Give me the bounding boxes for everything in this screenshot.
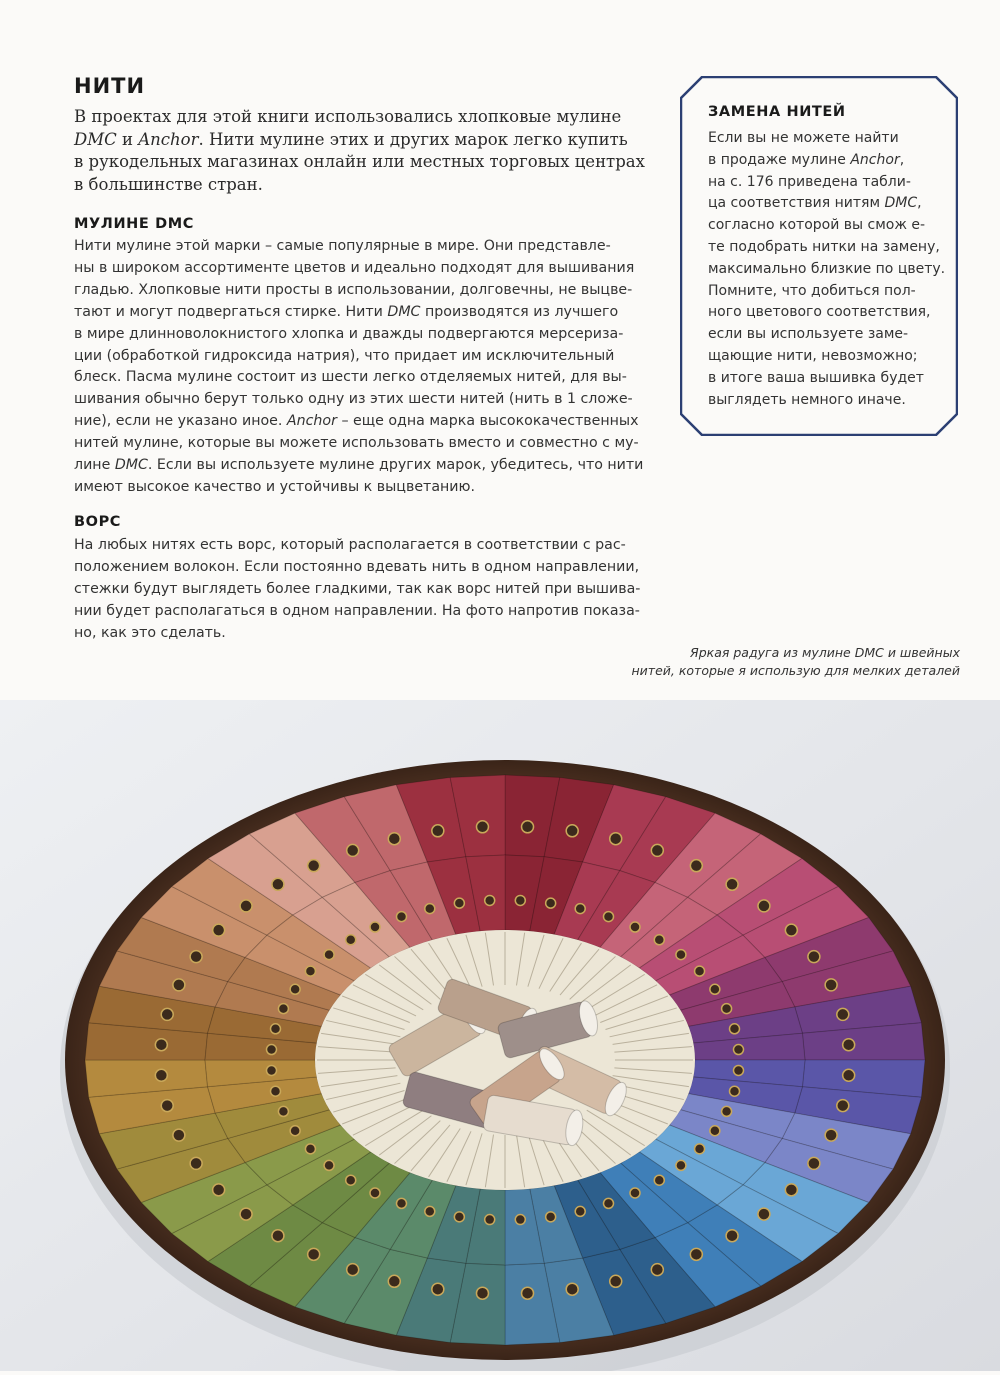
- skein-label-band: [346, 935, 356, 945]
- skein-label-band: [808, 1157, 820, 1169]
- skein-label-band: [546, 898, 556, 908]
- text-line: щающие нити, невозможно;: [708, 347, 918, 364]
- skein-label-band: [515, 895, 525, 905]
- skein-label-band: [758, 1208, 770, 1220]
- caption-line: Яркая радуга из мулине DMC и швейных: [690, 645, 960, 660]
- skein-label-band: [676, 950, 686, 960]
- skein-label-band: [425, 904, 435, 914]
- text-line: согласно которой вы смож е-: [708, 217, 926, 234]
- text-line: нии будет располагаться в одном направлении. На фото напротив показа-: [74, 602, 640, 619]
- skein-label-band: [308, 860, 320, 872]
- text-line: Если вы не можете найти: [708, 130, 899, 146]
- text-line: ны в широком ассортименте цветов и идеально подходят для вышивания: [74, 259, 635, 276]
- skein-label-band: [305, 966, 315, 976]
- skein-label-band: [733, 1065, 743, 1075]
- text-line: ции (обработкой гидроксида натрия), что придает им исключительный: [74, 347, 615, 364]
- skein-label-band: [173, 979, 185, 991]
- text-line: выглядеть немного иначе.: [708, 391, 906, 408]
- skein-label-band: [272, 878, 284, 890]
- skein-label-band: [690, 860, 702, 872]
- photo-caption: [632, 644, 961, 680]
- skein-label-band: [843, 1039, 855, 1051]
- skein-label-band: [155, 1039, 167, 1051]
- text-line: нитей мулине, которые вы можете использовать вместо и совместно с му-: [74, 435, 639, 452]
- skein-label-band: [837, 1008, 849, 1020]
- skein-label-band: [213, 1184, 225, 1196]
- text-line: максимально близкие по цвету.: [708, 260, 946, 277]
- skein-label-band: [603, 1198, 613, 1208]
- text-line: в продаже мулине Anchor,: [708, 151, 905, 168]
- text-line: ца соответствия нитям DMC,: [708, 195, 922, 212]
- skein-label-band: [825, 1129, 837, 1141]
- skein-label-band: [476, 821, 488, 833]
- text-line: в итоге ваша вышивка будет: [708, 369, 924, 386]
- sidebar-text: [708, 128, 948, 411]
- skein-label-band: [190, 951, 202, 963]
- skein-label-band: [305, 1144, 315, 1154]
- skein-label-band: [432, 825, 444, 837]
- skein-label-band: [388, 1275, 400, 1287]
- skein-label-band: [290, 1126, 300, 1136]
- skein-label-band: [710, 984, 720, 994]
- skein-label-band: [676, 1160, 686, 1170]
- skein-label-band: [837, 1100, 849, 1112]
- text-line: стежки будут выглядеть более гладкими, так как ворс нитей при вышива-: [74, 580, 641, 597]
- section-body-vors: [74, 535, 674, 645]
- text-line: в большинстве стран.: [74, 174, 263, 194]
- caption-line: нитей, которые я использую для мелких деталей: [631, 663, 960, 678]
- text-line: ние), если не указано иное. Anchor – еще одна марка высококачественных: [74, 413, 639, 430]
- skein-label-band: [710, 1126, 720, 1136]
- skein-label-band: [240, 1208, 252, 1220]
- skein-label-band: [272, 1230, 284, 1242]
- skein-label-band: [610, 833, 622, 845]
- skein-label-band: [173, 1129, 185, 1141]
- skein-label-band: [324, 950, 334, 960]
- skein-label-band: [485, 1215, 495, 1225]
- skein-label-band: [397, 912, 407, 922]
- text-line: гладью. Хлопковые нити просты в использовании, долговечны, не выцве-: [74, 281, 633, 298]
- skein-label-band: [290, 984, 300, 994]
- skein-label-band: [240, 900, 252, 912]
- skein-label-band: [278, 1004, 288, 1014]
- text-line: в мире длинноволокнистого хлопка и дважды подвергаются мерсериза-: [74, 325, 624, 342]
- skein-label-band: [575, 904, 585, 914]
- skein-label-band: [370, 1188, 380, 1198]
- skein-label-band: [726, 1230, 738, 1242]
- text-line: DMC и Anchor. Нити мулине этих и других марок легко купить: [74, 129, 628, 149]
- skein-label-band: [651, 844, 663, 856]
- section-title-dmc: МУЛИНЕ DMC: [74, 216, 194, 232]
- page-title: НИТИ: [74, 74, 146, 98]
- thread-tray-image: [0, 700, 1000, 1371]
- skein-label-band: [726, 878, 738, 890]
- skein-label-band: [161, 1008, 173, 1020]
- skein-label-band: [825, 979, 837, 991]
- skein-label-band: [785, 924, 797, 936]
- skein-label-band: [370, 922, 380, 932]
- text-line: На любых нитях есть ворс, который располагается в соответствии с рас-: [74, 537, 626, 553]
- text-line: в рукодельных магазинах онлайн или местных торговых центрах: [74, 152, 645, 171]
- skein-label-band: [566, 825, 578, 837]
- text-line: Нити мулине этой марки – самые популярные в мире. Они представле-: [74, 238, 611, 254]
- text-line: лине DMC. Если вы используете мулине других марок, убедитесь, что нити: [74, 457, 644, 474]
- skein-label-band: [161, 1100, 173, 1112]
- text-line: тают и могут подвергаться стирке. Нити DMC производятся из лучшего: [74, 303, 619, 320]
- skein-label-band: [425, 1206, 435, 1216]
- text-line: если вы используете заме-: [708, 326, 909, 343]
- skein-label-band: [213, 924, 225, 936]
- skein-label-band: [843, 1069, 855, 1081]
- text-line: на с. 176 приведена табли-: [708, 173, 911, 190]
- skein-label-band: [346, 1175, 356, 1185]
- skein-label-band: [733, 1045, 743, 1055]
- skein-label-band: [522, 821, 534, 833]
- skein-label-band: [575, 1206, 585, 1216]
- skein-label-band: [397, 1198, 407, 1208]
- text-line: блеск. Пасма мулине состоит из шести легко отделяемых нитей, для вы-: [74, 369, 627, 386]
- skein-label-band: [155, 1069, 167, 1081]
- skein-label-band: [270, 1086, 280, 1096]
- text-line: положением волокон. Если постоянно вдевать нить в одном направлении,: [74, 558, 640, 575]
- skein-label-band: [515, 1215, 525, 1225]
- text-line: имеют высокое качество и устойчивы к выцветанию.: [74, 478, 475, 495]
- skein-label-band: [722, 1004, 732, 1014]
- skein-label-band: [690, 1248, 702, 1260]
- text-line: В проектах для этой книги использовались хлопковые мулине: [74, 107, 622, 126]
- skein-label-band: [454, 1212, 464, 1222]
- skein-label-band: [785, 1184, 797, 1196]
- skein-label-band: [308, 1248, 320, 1260]
- skein-label-band: [695, 1144, 705, 1154]
- skein-label-band: [485, 895, 495, 905]
- intro-paragraph: [74, 106, 674, 196]
- skein-label-band: [603, 912, 613, 922]
- section-title-vors: ВОРС: [74, 514, 122, 530]
- section-body-dmc: [74, 236, 674, 499]
- text-line: ного цветового соответствия,: [708, 304, 931, 321]
- skein-label-band: [730, 1024, 740, 1034]
- skein-label-band: [388, 833, 400, 845]
- skein-label-band: [476, 1287, 488, 1299]
- sidebar-box: [680, 76, 958, 436]
- text-line: шивания обычно берут только одну из этих шести нитей (нить в 1 сложе-: [74, 391, 633, 408]
- skein-label-band: [522, 1287, 534, 1299]
- skein-label-band: [630, 1188, 640, 1198]
- skein-label-band: [270, 1024, 280, 1034]
- sidebar-title: ЗАМЕНА НИТЕЙ: [708, 104, 846, 120]
- skein-label-band: [267, 1045, 277, 1055]
- skein-label-band: [347, 844, 359, 856]
- skein-label-band: [267, 1065, 277, 1075]
- thread-tray-photo: [0, 700, 1000, 1371]
- skein-label-band: [324, 1160, 334, 1170]
- text-line: Помните, что добиться пол-: [708, 282, 916, 299]
- skein-label-band: [730, 1086, 740, 1096]
- skein-label-band: [454, 898, 464, 908]
- skein-label-band: [651, 1264, 663, 1276]
- skein-label-band: [722, 1106, 732, 1116]
- skein-label-band: [278, 1106, 288, 1116]
- skein-label-band: [432, 1283, 444, 1295]
- skein-label-band: [695, 966, 705, 976]
- text-line: но, как это сделать.: [74, 624, 226, 641]
- skein-label-band: [347, 1264, 359, 1276]
- skein-label-band: [654, 935, 664, 945]
- skein-label-band: [190, 1157, 202, 1169]
- skein-label-band: [566, 1283, 578, 1295]
- skein-label-band: [610, 1275, 622, 1287]
- skein-label-band: [758, 900, 770, 912]
- skein-label-band: [808, 951, 820, 963]
- skein-label-band: [546, 1212, 556, 1222]
- text-line: те подобрать нитки на замену,: [708, 238, 940, 255]
- skein-label-band: [654, 1175, 664, 1185]
- skein-label-band: [630, 922, 640, 932]
